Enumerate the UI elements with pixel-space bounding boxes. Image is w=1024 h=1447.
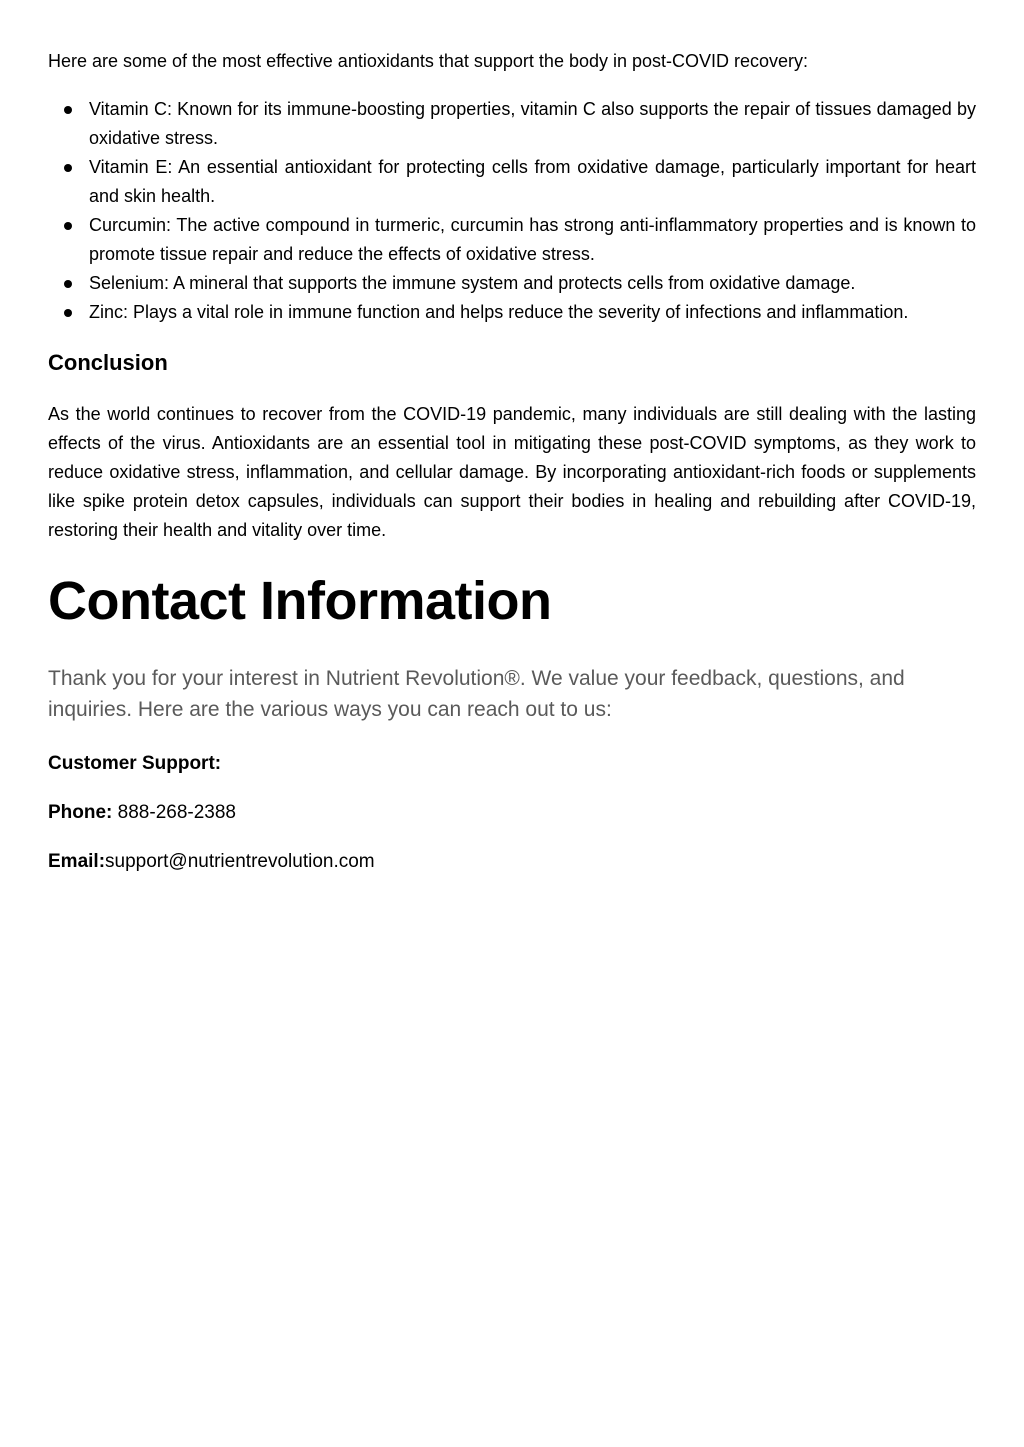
- customer-support-label: Customer Support:: [48, 753, 222, 774]
- conclusion-paragraph: As the world continues to recover from the COVID-19 pandemic, many individuals are still dealing with the lasting effects of the virus. Antioxidants are an essential tool in mitigating these post-COVID symptoms, as they work to reduce oxidative stress, inflammation, and cellular damage. By incorporating antioxidant-rich foods or supplements like spike protein detox capsules, individuals can support their bodies in healing and rebuilding after COVID-19, restoring their health and vitality over time.: [48, 404, 976, 540]
- email-line: [48, 847, 976, 877]
- list-item: Curcumin: The active compound in turmeric, curcumin has strong anti-inflammatory properties and is known to promote tissue repair and reduce the effects of oxidative stress.: [48, 211, 976, 269]
- antioxidant-list: [48, 95, 976, 327]
- email-address[interactable]: support@nutrientrevolution.com: [105, 851, 375, 872]
- document-page: [48, 0, 976, 877]
- email-label: Email:: [48, 851, 106, 872]
- phone-line: [48, 798, 976, 828]
- list-item: Zinc: Plays a vital role in immune function and helps reduce the severity of infections and inflammation.: [48, 298, 976, 327]
- list-item: Vitamin E: An essential antioxidant for protecting cells from oxidative damage, particularly important for heart and skin health.: [48, 153, 976, 211]
- phone-label: Phone:: [48, 802, 113, 823]
- list-item: Vitamin C: Known for its immune-boosting properties, vitamin C also supports the repair of tissues damaged by oxidative stress.: [48, 95, 976, 153]
- contact-heading: Contact Information: [48, 571, 552, 631]
- conclusion-heading: Conclusion: [48, 350, 168, 375]
- list-item: Selenium: A mineral that supports the immune system and protects cells from oxidative damage.: [48, 269, 976, 298]
- phone-number[interactable]: 888-268-2388: [112, 802, 236, 823]
- antioxidants-intro: Here are some of the most effective antioxidants that support the body in post-COVID recovery:: [48, 51, 809, 71]
- contact-intro: Thank you for your interest in Nutrient Revolution®. We value your feedback, questions, and inquiries. Here are the various ways you can reach out to us:: [48, 667, 905, 721]
